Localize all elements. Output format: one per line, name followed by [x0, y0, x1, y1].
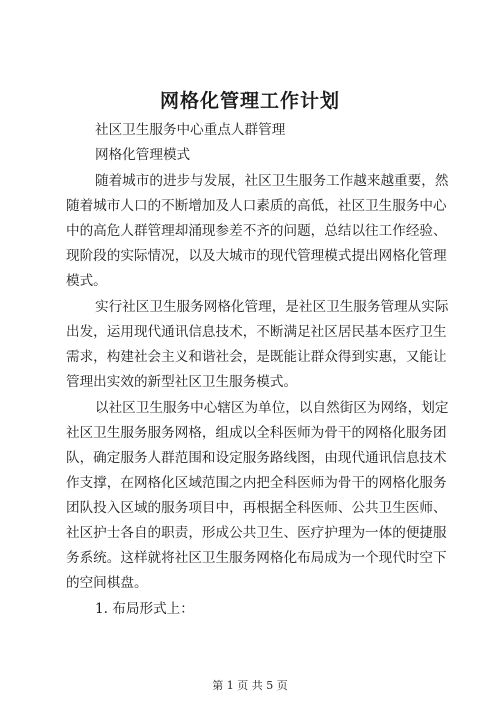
paragraph-3-line-3: 队，确定服务人群范围和设定服务路线图，由现代通讯信息技术 [66, 450, 447, 466]
paragraph-1-line-3: 中的高危人群管理却涌现参差不齐的问题，总结以往工作经验、 [66, 223, 447, 239]
paragraph-2-line-2: 出发，运用现代通讯信息技术，不断满足社区居民基本医疗卫生 [66, 324, 447, 340]
paragraph-2-line-4: 管理出实效的新型社区卫生服务模式。 [66, 374, 298, 390]
paragraph-1-line-4: 现阶段的实际情况，以及大城市的现代管理模式提出网格化管理 [66, 248, 447, 264]
paragraph-3-line-2: 社区卫生服务服务网格，组成以全科医师为骨干的网格化服务团 [66, 425, 447, 441]
document-title: 网格化管理工作计划 [159, 90, 340, 112]
paragraph-1-line-2: 随着城市人口的不断增加及人口素质的高低，社区卫生服务中心 [66, 198, 447, 214]
paragraph-3-line-8: 的空间棋盘。 [66, 575, 148, 591]
paragraph-1-line-5: 模式。 [66, 273, 107, 289]
list-heading: 1. 布局形式上： [95, 601, 194, 617]
paragraph-2-line-1: 实行社区卫生服务网格化管理，是社区卫生服务管理从实际 [95, 299, 449, 315]
paragraph-2-line-3: 需求，构建社会主义和谐社会，是既能让群众得到实惠，又能让 [66, 349, 447, 365]
paragraph-3-line-1: 以社区卫生服务中心辖区为单位，以自然街区为网络，划定 [95, 400, 449, 416]
paragraph-3-line-6: 社区护士各自的职责，形成公共卫生、医疗护理为一体的便捷服 [66, 525, 447, 541]
subtitle-line: 社区卫生服务中心重点人群管理 [95, 122, 286, 138]
paragraph-3-line-7: 务系统。这样就将社区卫生服务网格化布局成为一个现代时空下 [66, 550, 447, 566]
paragraph-3-line-5: 团队投入区域的服务项目中，再根据全科医师、公共卫生医师、 [66, 500, 447, 516]
paragraph-3-line-4: 作支撑，在网格化区域范围之内把全科医师为骨干的网格化服务 [66, 475, 447, 491]
section-heading: 网格化管理模式 [95, 147, 191, 163]
page-number: 第 1 页 共 5 页 [212, 679, 288, 692]
paragraph-1-line-1: 随着城市的进步与发展，社区卫生服务工作越来越重要，然 [95, 173, 449, 189]
